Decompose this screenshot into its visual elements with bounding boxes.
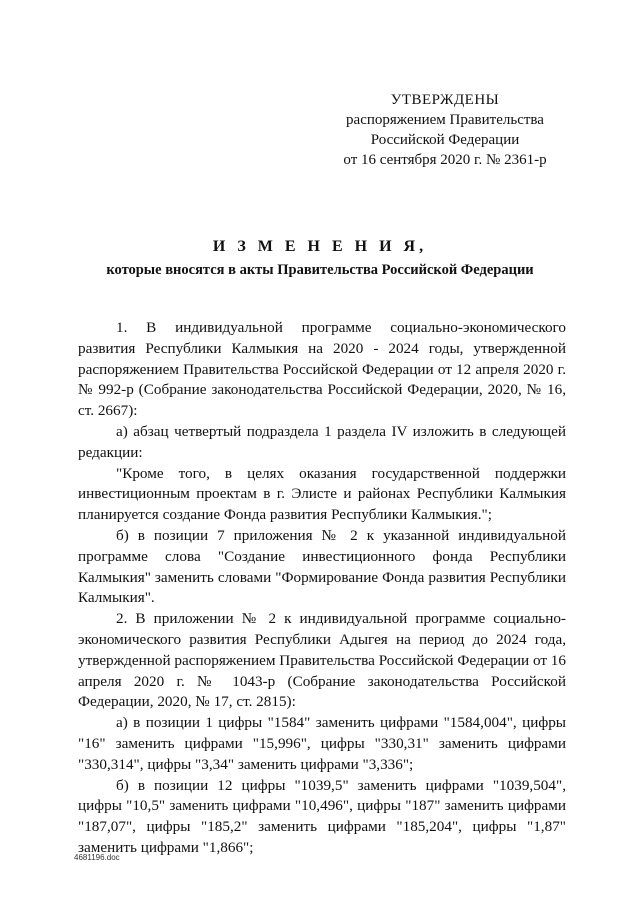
paragraph-2a: а) в позиции 1 цифры "1584" заменить цифрами "1584,004", цифры "16" заменить цифрами "15,996", цифры "330,31" заменить цифрами "330,314", цифры "3,34" заменить цифрами "3,336";: [78, 714, 566, 773]
paragraph-1b: б) в позиции 7 приложения № 2 к указанной индивидуальной программе слова "Создание инвестиционного фонда Республики Калмыкия" заменить словами "Формирование Фонда развития Республики Калмыкия".: [78, 526, 566, 607]
approval-heading: УТВЕРЖДЕНЫ: [390, 92, 500, 108]
file-name-footer: 4681196.doc: [74, 853, 120, 862]
paragraph-1a: а) абзац четвертый подраздела 1 раздела IV изложить в следующей редакции:: [78, 422, 566, 461]
document-subtitle: которые вносятся в акты Правительства Российской Федерации: [106, 262, 534, 278]
approval-stamp: [330, 90, 560, 170]
paragraph-quote: "Кроме того, в целях оказания государственной поддержки инвестиционным проектам в г. Элисте и районах Республики Калмыкия планируется создание Фонда развития Республики Калмыкия.";: [78, 464, 566, 524]
document-body: [78, 318, 566, 859]
approval-line-3: Российской Федерации: [370, 132, 520, 148]
document-title: И З М Е Н Е Н И Я,: [212, 238, 428, 255]
approval-line-4: от 16 сентября 2020 г. № 2361-р: [343, 152, 547, 168]
approval-line-2: распоряжением Правительства: [346, 112, 544, 128]
paragraph-1: 1. В индивидуальной программе социально-экономического развития Республики Калмыкия на 2020 - 2024 годы, утвержденной распоряжением Правительства Российской Федерации от 12 апреля 2020 г. № 992-р (Собрание законодательства Российской Федерации, 2020, № 16, ст. 2667):: [78, 319, 566, 420]
paragraph-2: 2. В приложении № 2 к индивидуальной программе социально-экономического развития Республики Адыгея на период до 2024 года, утвержденной распоряжением Правительства Российской Федерации от 16 апреля 2020 г. № 1043-р (Собрание законодательства Российской Федерации, 2020, № 17, ст. 2815):: [78, 610, 566, 711]
paragraph-2b: б) в позиции 12 цифры "1039,5" заменить цифрами "1039,504", цифры "10,5" заменить цифрами "10,496", цифры "187" заменить цифрами "187,07", цифры "185,2" заменить цифрами "185,204", цифры "1,87" заменить цифрами "1,866";: [78, 776, 566, 856]
